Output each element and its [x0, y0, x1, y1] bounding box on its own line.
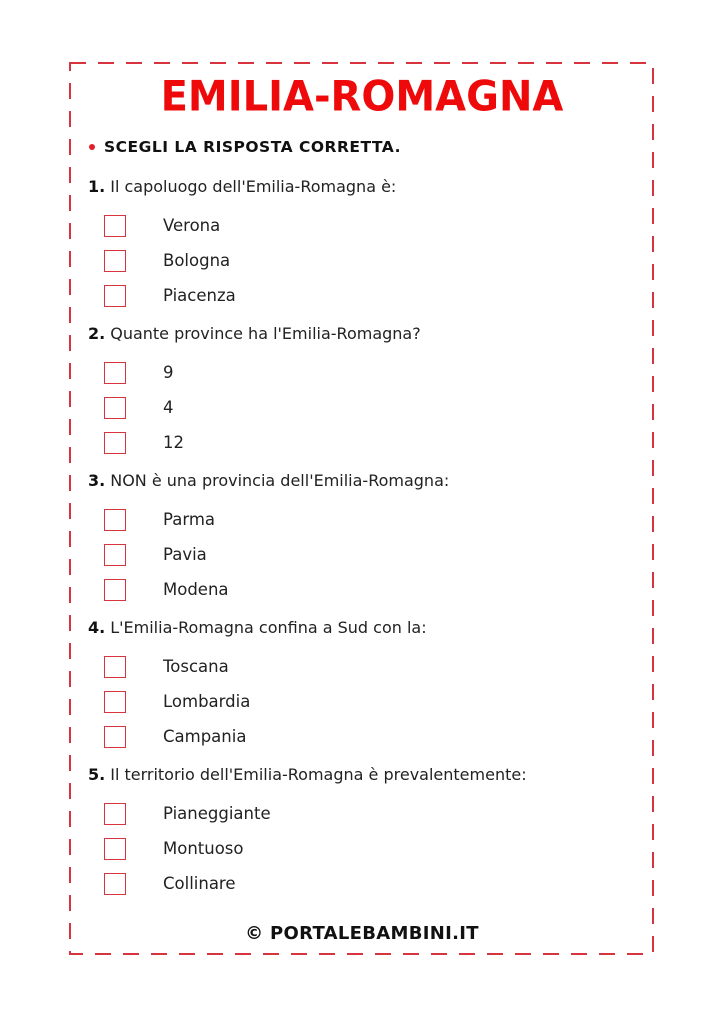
- option-label: Toscana: [163, 657, 229, 676]
- option-label: Verona: [163, 216, 221, 235]
- option-1-1[interactable]: [104, 213, 221, 239]
- worksheet-title: EMILIA-ROMAGNA: [160, 72, 564, 122]
- option-label: Pianeggiante: [163, 804, 271, 823]
- option-4-2[interactable]: [104, 689, 251, 715]
- checkbox[interactable]: [104, 509, 126, 531]
- option-label: Collinare: [163, 874, 236, 893]
- question-number: 4.: [88, 618, 106, 637]
- question-4: [88, 616, 427, 640]
- option-label: Modena: [163, 580, 229, 599]
- checkbox[interactable]: [104, 285, 126, 307]
- question-number: 5.: [88, 765, 106, 784]
- option-5-3[interactable]: [104, 871, 236, 897]
- option-label: Montuoso: [163, 839, 244, 858]
- checkbox[interactable]: [104, 579, 126, 601]
- option-2-2[interactable]: [104, 395, 174, 421]
- question-number: 1.: [88, 177, 106, 196]
- checkbox[interactable]: [104, 691, 126, 713]
- question-3: [88, 469, 449, 493]
- option-label: 12: [163, 433, 184, 452]
- option-2-1[interactable]: [104, 360, 174, 386]
- option-label: Pavia: [163, 545, 207, 564]
- question-text: Il capoluogo dell'Emilia-Romagna è:: [110, 177, 397, 196]
- question-5: [88, 763, 527, 787]
- option-5-2[interactable]: [104, 836, 244, 862]
- checkbox[interactable]: [104, 215, 126, 237]
- option-label: Piacenza: [163, 286, 236, 305]
- checkbox[interactable]: [104, 397, 126, 419]
- checkbox[interactable]: [104, 803, 126, 825]
- checkbox[interactable]: [104, 544, 126, 566]
- copyright-footer: © PORTALEBAMBINI.IT: [245, 923, 479, 944]
- question-text: L'Emilia-Romagna confina a Sud con la:: [110, 618, 427, 637]
- option-label: Campania: [163, 727, 247, 746]
- question-1: [88, 175, 396, 199]
- bullet-icon: [89, 144, 95, 150]
- checkbox[interactable]: [104, 432, 126, 454]
- option-3-1[interactable]: [104, 507, 215, 533]
- question-number: 3.: [88, 471, 106, 490]
- option-label: Parma: [163, 510, 215, 529]
- question-2: [88, 322, 421, 346]
- option-3-3[interactable]: [104, 577, 229, 603]
- instruction: [88, 136, 401, 158]
- option-1-3[interactable]: [104, 283, 236, 309]
- option-5-1[interactable]: [104, 801, 271, 827]
- checkbox[interactable]: [104, 656, 126, 678]
- question-text: Quante province ha l'Emilia-Romagna?: [110, 324, 421, 343]
- option-4-1[interactable]: [104, 654, 229, 680]
- checkbox[interactable]: [104, 873, 126, 895]
- instruction-text: SCEGLI LA RISPOSTA CORRETTA.: [104, 138, 401, 156]
- option-label: Lombardia: [163, 692, 251, 711]
- question-text: NON è una provincia dell'Emilia-Romagna:: [110, 471, 450, 490]
- option-3-2[interactable]: [104, 542, 207, 568]
- option-1-2[interactable]: [104, 248, 231, 274]
- option-4-3[interactable]: [104, 724, 247, 750]
- option-label: Bologna: [163, 251, 231, 270]
- option-2-3[interactable]: [104, 430, 184, 456]
- option-label: 9: [163, 363, 174, 382]
- option-label: 4: [163, 398, 174, 417]
- checkbox[interactable]: [104, 362, 126, 384]
- checkbox[interactable]: [104, 726, 126, 748]
- question-number: 2.: [88, 324, 106, 343]
- question-text: Il territorio dell'Emilia-Romagna è prevalentemente:: [110, 765, 527, 784]
- checkbox[interactable]: [104, 250, 126, 272]
- checkbox[interactable]: [104, 838, 126, 860]
